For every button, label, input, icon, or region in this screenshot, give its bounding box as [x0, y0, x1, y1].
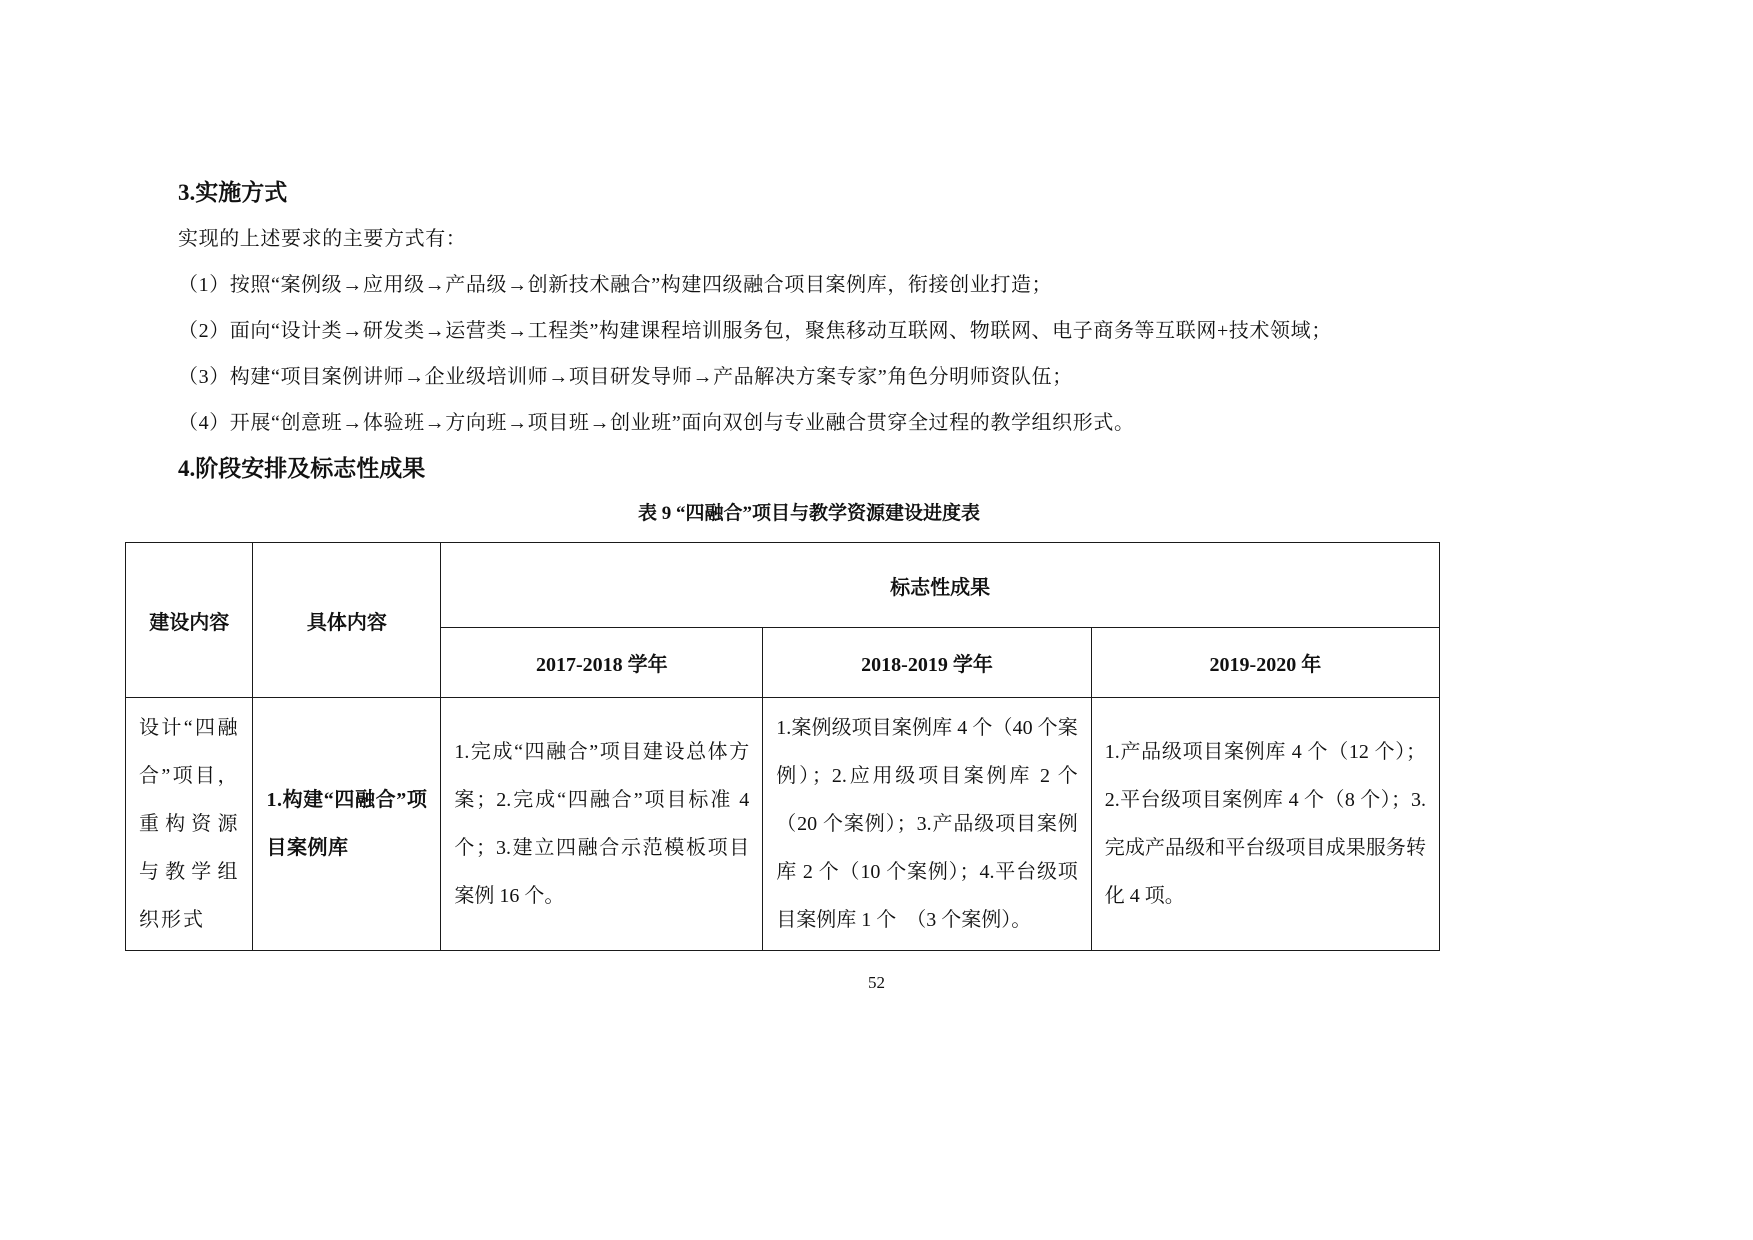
header-year-2019-2020: 2019-2020 年 [1091, 628, 1439, 698]
progress-table [125, 542, 1440, 951]
table-row [126, 698, 1440, 951]
section-3-intro: 实现的上述要求的主要方式有： [178, 228, 467, 250]
page-number: 52 [868, 973, 885, 992]
section-4-heading: 4.阶段安排及标志性成果 [178, 456, 426, 481]
method-item-3: （3）构建“项目案例讲师→企业级培训师→项目研发导师→产品解决方案专家”角色分明师资队伍； [178, 366, 1073, 388]
header-landmark-results: 标志性成果 [441, 543, 1440, 628]
header-detail-content: 具体内容 [253, 543, 441, 698]
method-item-2: （2）面向“设计类→研发类→运营类→工程类”构建课程培训服务包，聚焦移动互联网、物联网、电子商务等互联网+技术领域； [178, 320, 1332, 342]
header-year-2018-2019: 2018-2019 学年 [763, 628, 1092, 698]
method-item-4: （4）开展“创意班→体验班→方向班→项目班→创业班”面向双创与专业融合贯穿全过程的教学组织形式。 [178, 412, 1135, 434]
section-3-heading: 3.实施方式 [178, 180, 288, 205]
header-year-2017-2018: 2017-2018 学年 [441, 628, 763, 698]
cell-build-content: 设计“四融合”项目，重构资源与教学组织形式 [126, 698, 253, 951]
table-header-row-1 [126, 543, 1440, 628]
cell-detail-content: 1.构建“四融合”项目案例库 [253, 698, 441, 951]
cell-year3-results: 1.产品级项目案例库 4 个（12 个）；2.平台级项目案例库 4 个（8 个）；3.完成产品级和平台级项目成果服务转化 4 项。 [1091, 698, 1439, 951]
method-item-1: （1）按照“案例级→应用级→产品级→创新技术融合”构建四级融合项目案例库，衔接创业打造； [178, 274, 1053, 296]
table-caption: 表 9 “四融合”项目与教学资源建设进度表 [637, 503, 980, 524]
cell-year2-results: 1.案例级项目案例库 4 个（40 个案例）；2.应用级项目案例库 2 个（20 个案例）；3.产品级项目案例库 2 个（10 个案例）；4.平台级项目案例库 1 个 （3 个案例）。 [763, 698, 1092, 951]
header-build-content: 建设内容 [126, 543, 253, 698]
cell-year1-results: 1.完成“四融合”项目建设总体方案；2.完成“四融合”项目标准 4 个；3.建立四融合示范模板项目案例 16 个。 [441, 698, 763, 951]
